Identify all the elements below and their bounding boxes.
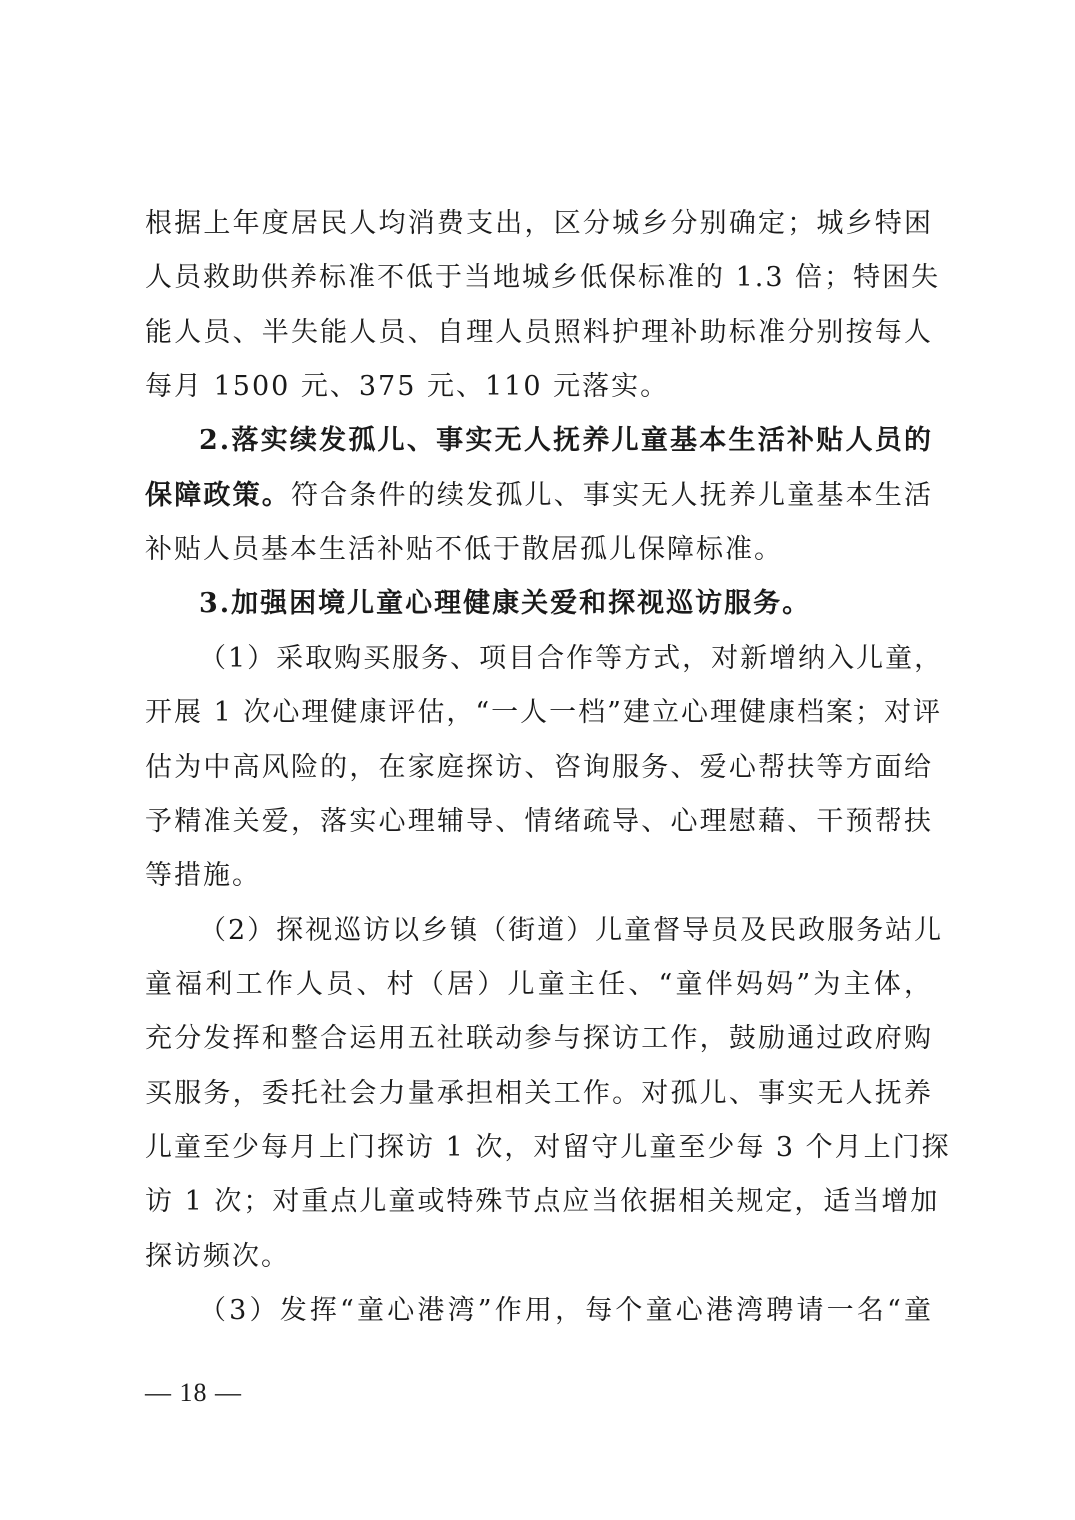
paragraph-text: 能人员、半失能人员、自理人员照料护理补助标准分别按每人 [145, 316, 933, 348]
paragraph-text: 买服务，委托社会力量承担相关工作。对孤儿、事实无人抚养 [145, 1077, 933, 1109]
paragraph-text: 人员救助供养标准不低于当地城乡低保标准的 1.3 倍；特困失 [145, 262, 941, 294]
paragraph-text: 符合条件的续发孤儿、事实无人抚养儿童基本生活 [290, 479, 934, 511]
text-line [145, 965, 933, 1005]
paragraph-text: （2）探视巡访以乡镇（街道）儿童督导员及民政服务站儿 [199, 914, 944, 946]
text-line [145, 1128, 951, 1168]
paragraph-text: 等措施。 [145, 860, 261, 892]
bold-heading-text: 3.加强困境儿童心理健康关爱和探视巡访服务。 [199, 588, 812, 620]
text-line [145, 258, 941, 298]
paragraph-text: 估为中高风险的，在家庭探访、咨询服务、爱心帮扶等方面给 [145, 751, 933, 783]
text-line [145, 1182, 940, 1222]
paragraph-text: （1）采取购买服务、项目合作等方式，对新增纳入儿童， [199, 642, 944, 674]
paragraph-text: 访 1 次；对重点儿童或特殊节点应当依据相关规定，适当增加 [145, 1186, 940, 1218]
text-line [145, 367, 933, 407]
page-number: — 18 — [145, 1378, 242, 1407]
paragraph-text: （3）发挥“童心港湾”作用，每个童心港湾聘请一名“童 [199, 1295, 933, 1326]
bold-heading-text: 保障政策。 [145, 479, 291, 511]
paragraph-text: 充分发挥和整合运用五社联动参与探访工作，鼓励通过政府购 [145, 1023, 933, 1055]
text-line [145, 693, 942, 733]
paragraph-text: 补贴人员基本生活补贴不低于散居孤儿保障标准。 [145, 534, 783, 566]
paragraph-text: 开展 1 次心理健康评估，“一人一档”建立心理健康档案；对评 [145, 697, 942, 729]
text-line [145, 204, 933, 244]
text-line [145, 802, 933, 842]
paragraph-text: 童福利工作人员、村（居）儿童主任、“童伴妈妈”为主体， [145, 968, 933, 1000]
text-line [199, 584, 933, 624]
text-line [145, 748, 933, 788]
text-line [145, 476, 933, 516]
paragraph-text: 儿童至少每月上门探访 1 次，对留守儿童至少每 3 个月上门探 [145, 1131, 951, 1163]
text-line [145, 1237, 933, 1277]
text-line [145, 530, 933, 570]
text-line [145, 1019, 933, 1059]
text-line [199, 639, 944, 679]
paragraph-text: 探访频次。 [145, 1240, 290, 1272]
text-line [145, 1074, 933, 1114]
text-line [199, 421, 933, 461]
text-line [145, 856, 933, 896]
text-line [145, 313, 933, 353]
bold-heading-text: 2.落实续发孤儿、事实无人抚养儿童基本生活补贴人员的 [199, 425, 933, 457]
paragraph-text: 根据上年度居民人均消费支出，区分城乡分别确定；城乡特困 [145, 208, 933, 239]
paragraph-text: 予精准关爱，落实心理辅导、情绪疏导、心理慰藉、干预帮扶 [145, 805, 933, 837]
text-line [199, 1291, 933, 1331]
text-line [199, 911, 944, 951]
paragraph-text: 每月 1500 元、375 元、110 元落实。 [145, 371, 670, 403]
